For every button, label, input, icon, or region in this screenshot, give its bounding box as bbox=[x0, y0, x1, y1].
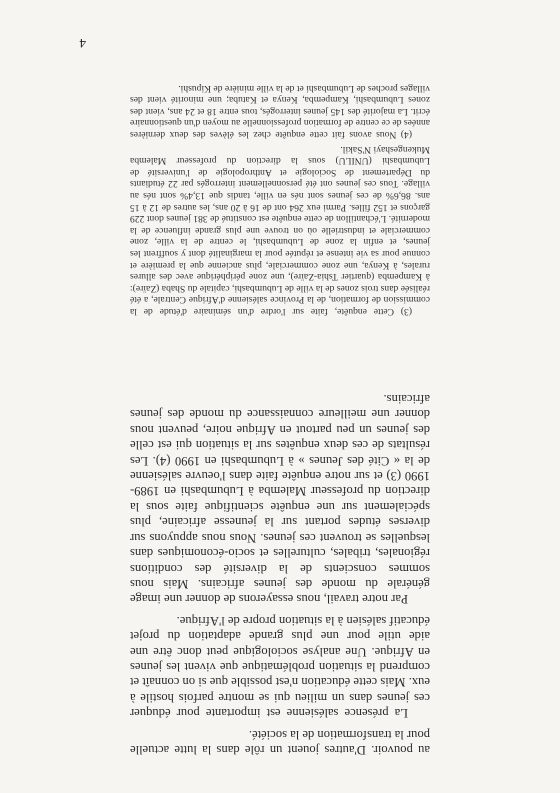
paragraph-3: Par notre travail, nous essayerons de donner une image générale du monde des jeunes africains. Mais nous sommes conscients de la diversité des conditions régionales, tribales, culturelles et socio-économiques dans lesquelles se trouvent ces jeunes. Nous nous appuyons sur diverses études portant sur la jeunesse africaine, plus spécialement sur une enquête scientifique faite sous la direction du professeur Malemba à Lubumbashi en 1989-1990 (3) et sur notre enquête faite dans l'oeuvre salésienne de la « Cité des Jeunes » à Lubumbashi en 1990 (4). Les résultats de ces deux enquêtes sur la situation qui est celle des jeunes un peu partout en Afrique noire, peuvent nous donner une meilleure connaissance du monde des jeunes africains. bbox=[130, 392, 430, 607]
page-number: 4 bbox=[79, 36, 86, 51]
footnote-3: (3) Cette enquête, faite sur l'ordre d'un séminaire d'étude de la commission de formation, de la Province salésienne d'Afrique Centrale, a été réalisée dans trois zones de la ville de Lubumbashi, capitale du Shaba (Zaïre): à Kampemba (quartier Tshia-Zaïre), une zone périphérique avec des allures rurales, à Kenya, une zone commerciale, plus ancienne que la première et connue pour sa vie intense et réputée pour la marginalité dont y souffrent les jeunes, et enfin la zone de Lubumbashi, le centre de la ville, zone commerciale et industrielle où on trouve une plus grande influence de la modernité. L'échantillon de cette enquête est constitué de 381 jeunes dont 229 garçons et 152 filles. Parmi eux 264 ont de 16 à 20 ans, les autres de 12 à 15 ans. 86,6% de ces jeunes sont nés en ville, tandis que 13,4% sont nés au village. Tous ces jeunes ont été personnellement interrogés par 22 étudiants du Département de Sociologie et Anthropologie de l'université de Lubumbashi (UNILU) sous la direction du professeur Malemba Mukengeshayi N'Sakil. bbox=[130, 143, 430, 317]
main-text bbox=[130, 391, 430, 757]
footnote-4: (4) Nous avons fait cette enquête chez les élèves des deux dernières années de ce centre de formation professionnelle au moyen d'un questionnaire écrit. La majorité des 145 jeunes interrogés, tous entre 18 et 24 ans, vient des zones Lubumbashi, Kampemba, Kenya et Katuba; une minorité vient des villages proches de Lubumbashi et de la ville minière de Kipushi. bbox=[130, 82, 430, 141]
footnotes bbox=[130, 82, 430, 317]
paragraph-1: au pouvoir. D'autres jouent un rôle dans la lutte actuelle pour la transformation de la société. bbox=[130, 727, 430, 757]
paragraph-2: La présence salésienne est importante pour éduquer ces jeunes dans un milieu qui se montre parfois hostile à eux. Mais cette éducation n'est possible que si on connaît et comprend la situation problématique que vivent les jeunes en Afrique. Une analyse sociologique peut donc être une aide utile pour une plus grande adaptation du projet éducatif salésien à la situation propre de l'Afrique. bbox=[130, 613, 430, 721]
